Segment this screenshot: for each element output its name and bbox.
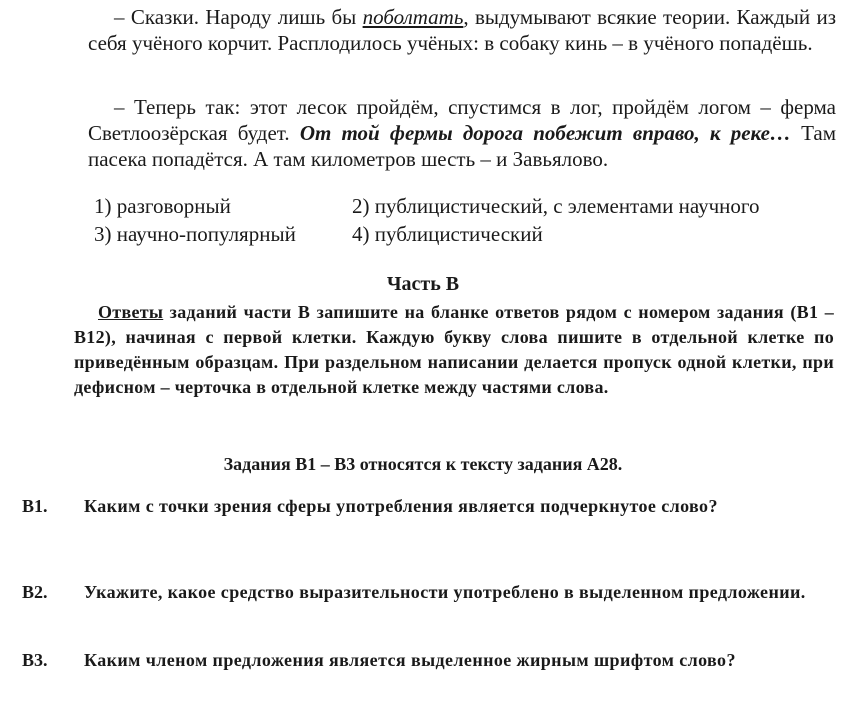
option-1: 1) разговорный	[94, 194, 231, 218]
part-b-title: Часть В	[386, 273, 460, 295]
tasks-subheading: Задания В1 – В3 относятся к тексту задания А28.	[223, 454, 623, 474]
task-question: Каким членом предложения является выделенное жирным шрифтом слово?	[84, 650, 736, 670]
answer-options	[94, 192, 834, 248]
task-question: Каким с точки зрения сферы употребления является подчеркнутое слово?	[84, 496, 718, 516]
passage-paragraph-1	[88, 4, 836, 56]
underlined-word: поболтать	[362, 5, 464, 29]
task-number: В2.	[22, 582, 48, 602]
task-b3	[22, 648, 832, 673]
task-number: В3.	[22, 650, 48, 670]
passage-paragraph-2	[88, 94, 836, 172]
task-question: Укажите, какое средство выразительности употреблено в выделенном предложении.	[84, 582, 806, 602]
option-4: 4) публицистический	[352, 222, 543, 246]
option-2: 2) публицистический, с элементами научного	[352, 194, 760, 218]
passage-text: – Сказки. Народу лишь бы	[114, 5, 363, 29]
options-row	[94, 220, 834, 248]
instruction-text: заданий части В запишите на бланке ответов рядом с номером задания (В1 – В12), начиная с первой клетки. Каждую букву слова пишите в отдельной клетке по приведённым образцам. При раздельном написании делается пропуск одной клетки, при дефисном – черточка в отдельной клетке между частями слова.	[74, 302, 834, 397]
options-row	[94, 192, 834, 220]
part-b-instructions	[74, 300, 834, 400]
option-3: 3) научно-популярный	[94, 222, 296, 246]
highlighted-sentence: От той фермы дорога побежит вправо, к реке…	[299, 121, 791, 145]
task-number: В1.	[22, 496, 48, 516]
passage-text: Там пасека попадётся. А там километров шесть – и Завьялово.	[88, 121, 836, 171]
passage-text: – Теперь так: этот лесок пройдём, спустимся в лог, пройдём логом – ферма Светлоозёрская будет.	[88, 95, 836, 145]
task-b1	[22, 494, 832, 519]
passage-text: , выдумывают всякие теории. Каждый из себя учёного корчит. Расплодилось учёных: в собаку кинь – в учёного попадёшь.	[88, 5, 836, 55]
instruction-lead: Ответы	[98, 302, 164, 322]
task-b2	[22, 580, 832, 605]
